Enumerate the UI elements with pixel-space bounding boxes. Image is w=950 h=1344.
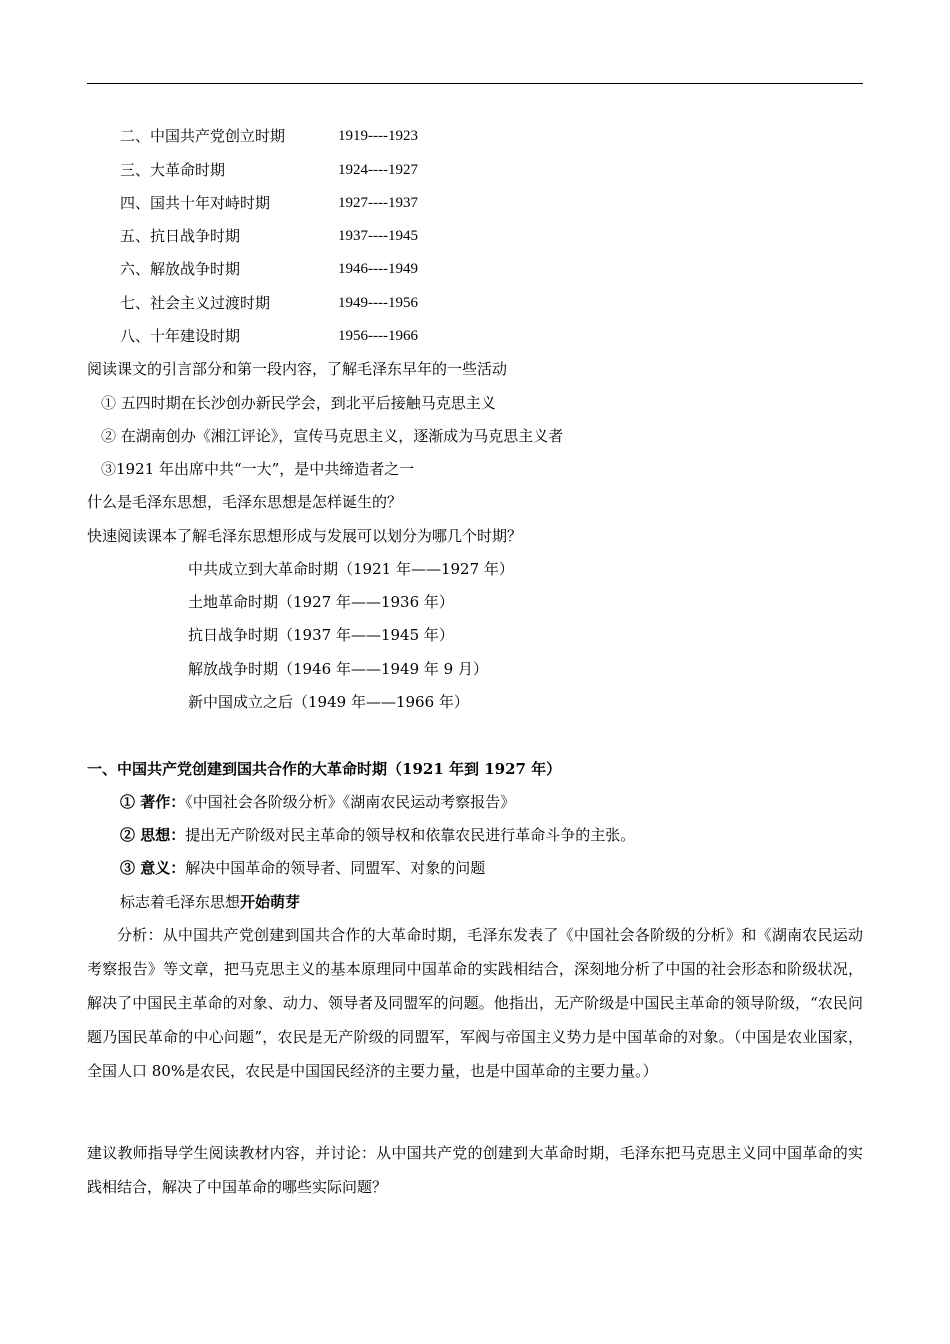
thought-text: 提出无产阶级对民主革命的领导权和依靠农民进行革命斗争的主张。 bbox=[185, 826, 636, 844]
question: 什么是毛泽东思想，毛泽东思想是怎样诞生的？ bbox=[87, 493, 403, 511]
meaning-label: ③ 意义： bbox=[120, 859, 186, 877]
stage-item: 中共成立到大革命时期（1921 年——1927 年） bbox=[188, 560, 514, 578]
thought-label: ② 思想： bbox=[120, 826, 186, 844]
period-years: 1956----1966 bbox=[338, 328, 418, 344]
period-years: 1927----1937 bbox=[338, 195, 418, 211]
period-years: 1946----1949 bbox=[338, 261, 418, 277]
stage-item: 解放战争时期（1946 年——1949 年 9 月） bbox=[188, 660, 488, 678]
mark-line bbox=[120, 892, 300, 912]
section-heading: 一、中国共产党创建到国共合作的大革命时期（1921 年到 1927 年） bbox=[87, 760, 562, 778]
works-line bbox=[120, 792, 515, 812]
period-name: 二、中国共产党创立时期 bbox=[120, 127, 286, 145]
period-name: 六、解放战争时期 bbox=[120, 260, 241, 278]
header-rule bbox=[87, 83, 863, 84]
period-years: 1937----1945 bbox=[338, 228, 418, 244]
period-name: 五、抗日战争时期 bbox=[120, 227, 241, 245]
period-name: 七、社会主义过渡时期 bbox=[120, 294, 271, 312]
stage-item: 土地革命时期（1927 年——1936 年） bbox=[188, 593, 454, 611]
meaning-line bbox=[120, 858, 485, 878]
period-years: 1919----1923 bbox=[338, 128, 418, 144]
period-years: 1949----1956 bbox=[338, 295, 418, 311]
suggestion-paragraph: 建议教师指导学生阅读教材内容，并讨论：从中国共产党的创建到大革命时期，毛泽东把马克思主义同中国革命的实践相结合，解决了中国革命的哪些实际问题？ bbox=[87, 1144, 863, 1196]
period-name: 四、国共十年对峙时期 bbox=[120, 194, 271, 212]
period-name: 三、大革命时期 bbox=[120, 161, 226, 179]
period-name: 八、十年建设时期 bbox=[120, 327, 241, 345]
works-text: 《中国社会各阶级分析》《湖南农民运动考察报告》 bbox=[185, 793, 516, 811]
activity-item: ① 五四时期在长沙创办新民学会，到北平后接触马克思主义 bbox=[101, 394, 496, 412]
activity-item: ③1921 年出席中共“一大”，是中共缔造者之一 bbox=[101, 460, 415, 478]
thought-line bbox=[120, 825, 635, 845]
reading-intro: 阅读课文的引言部分和第一段内容，了解毛泽东早年的一些活动 bbox=[87, 360, 508, 378]
stage-item: 抗日战争时期（1937 年——1945 年） bbox=[188, 626, 454, 644]
stage-item: 新中国成立之后（1949 年——1966 年） bbox=[188, 693, 469, 711]
activity-item: ② 在湖南创办《湘江评论》，宣传马克思主义，逐渐成为马克思主义者 bbox=[101, 427, 564, 445]
mark-prefix: 标志着毛泽东思想 bbox=[120, 893, 241, 911]
analysis-paragraph: 分析：从中国共产党创建到国共合作的大革命时期，毛泽东发表了《中国社会各阶级的分析》和《湖南农民运动考察报告》等文章，把马克思主义的基本原理同中国革命的实践相结合，深刻地分析了中国的社会形态和阶级状况，解决了中国民主革命的对象、动力、领导者及同盟军的问题。他指出，无产阶级是中国民主革命的领导阶级，“农民问题乃国民革命的中心问题”，农民是无产阶级的同盟军，军阀与帝国主义势力是中国革命的对象。（中国是农业国家，全国人口 80%是农民，农民是中国国民经济的主要力量，也是中国革命的主要力量。） bbox=[87, 926, 863, 1080]
period-years: 1924----1927 bbox=[338, 162, 418, 178]
meaning-text: 解决中国革命的领导者、同盟军、对象的问题 bbox=[185, 859, 486, 877]
question: 快速阅读课本了解毛泽东思想形成与发展可以划分为哪几个时期？ bbox=[87, 527, 523, 545]
works-label: ① 著作： bbox=[120, 793, 186, 811]
mark-bold: 开始萌芽 bbox=[240, 893, 301, 911]
